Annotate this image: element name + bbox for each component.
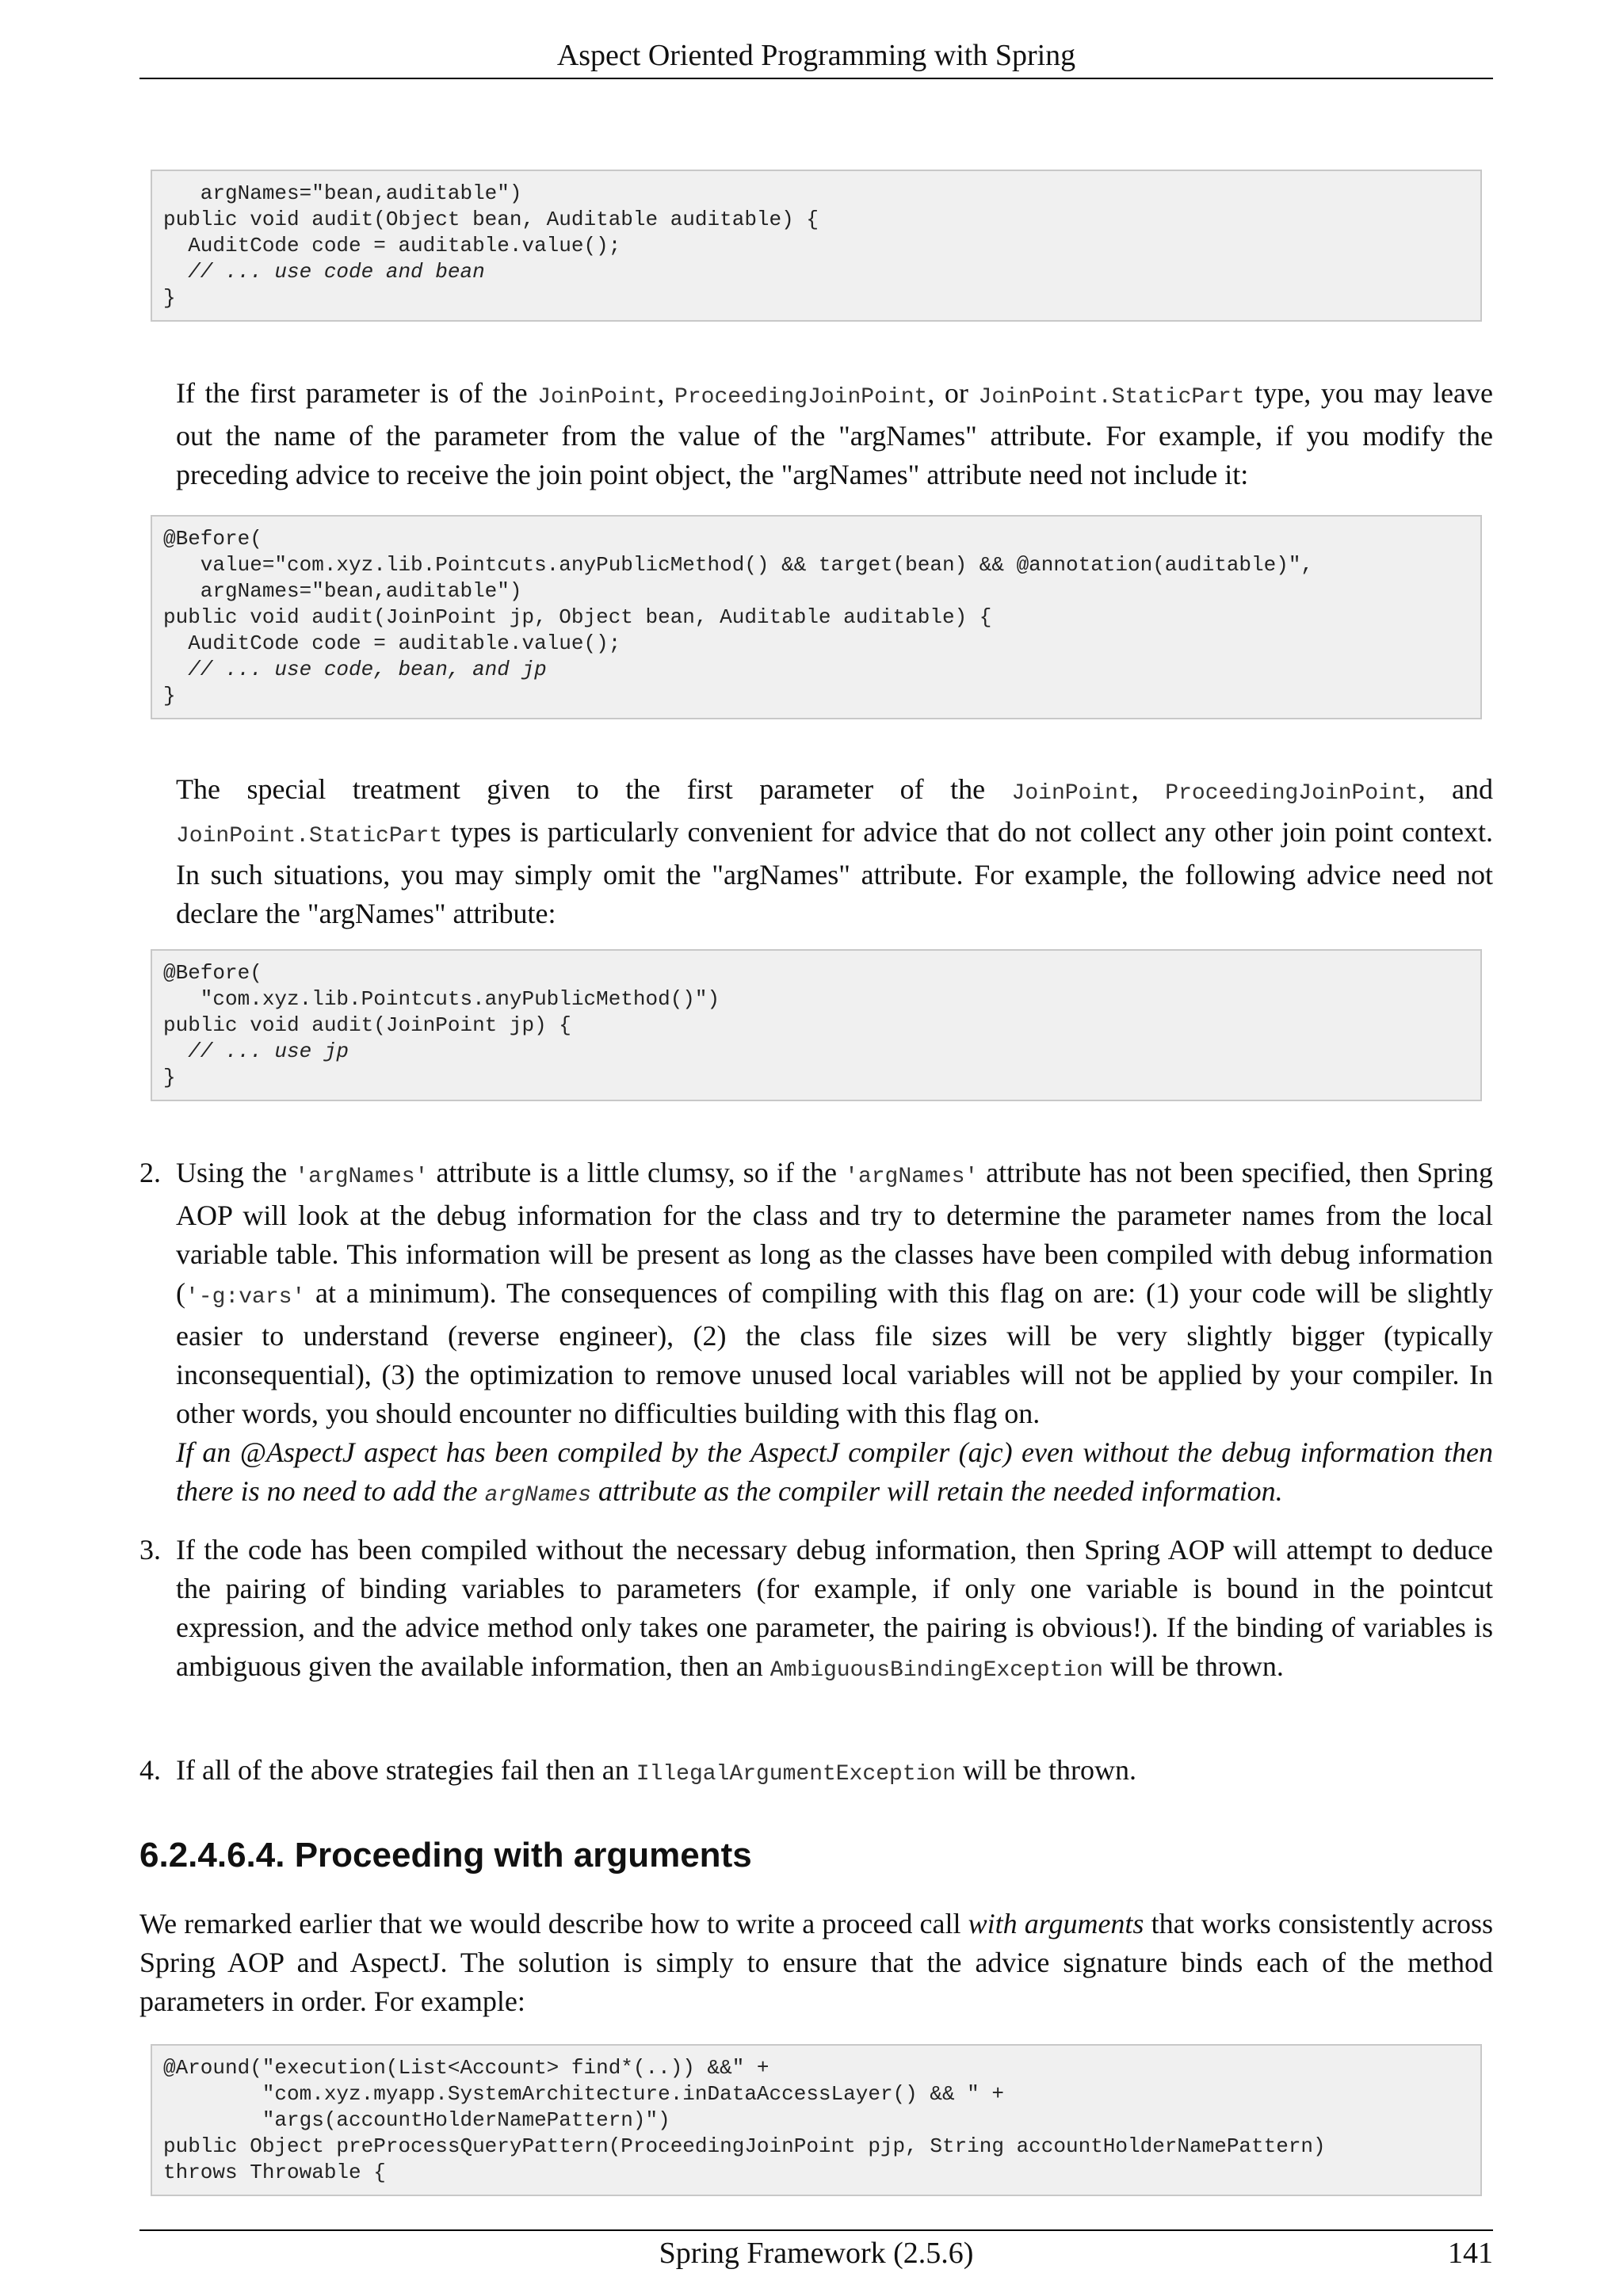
code-line: public Object preProcessQueryPattern(ProceedingJoinPoint pjp, String accountHolderNamePattern) <box>163 2134 1326 2158</box>
code-comment: // ... use jp <box>163 1039 349 1063</box>
code-block-around-preprocess <box>151 2044 1482 2196</box>
paragraph-proceed-with-arguments: We remarked earlier that we would describe how to write a proceed call with arguments that works consistently across Spring AOP and AspectJ. The solution is simply to ensure that the advice signature binds each of the method parameters in order. For example: <box>139 1908 1493 2017</box>
code-line: @Before( <box>163 527 262 551</box>
code-line: @Before( <box>163 961 262 985</box>
list-item-number: 2. <box>139 1157 161 1188</box>
page-number: 141 <box>1448 2237 1493 2270</box>
footer-divider <box>139 2229 1493 2231</box>
code-line: } <box>163 684 176 707</box>
code-line: throws Throwable { <box>163 2161 386 2184</box>
code-line: public void audit(JoinPoint jp) { <box>163 1013 571 1037</box>
code-block-before-joinpoint <box>151 515 1482 719</box>
running-header: Aspect Oriented Programming with Spring <box>139 35 1493 79</box>
code-line: @Around("execution(List<Account> find*(..)) &&" + <box>163 2056 769 2080</box>
code-line: public void audit(JoinPoint jp, Object bean, Auditable auditable) { <box>163 605 992 629</box>
code-line: "com.xyz.lib.Pointcuts.anyPublicMethod()") <box>163 987 720 1011</box>
code-comment: // ... use code, bean, and jp <box>163 658 547 681</box>
code-line: argNames="bean,auditable") <box>163 579 522 603</box>
list-item-argnames-clumsy: Using the 'argNames' attribute is a little clumsy, so if the 'argNames' attribute has not been specified, then Spring AOP will look at the debug information for the class and try to determine the parameter names from the local variable table. This information will be present as long as the classes have been compiled with debug information ('-g:vars' at a minimum). The consequences of compiling with this flag on are: (1) your code will be slightly easier to understand (reverse engineer), (2) the class file sizes will be very slightly bigger (typically inconsequential), (3) the optimization to remove unused local variables will not be applied by your compiler. In other words, you should encounter no difficulties building with this flag on. If an @AspectJ aspect has been compiled by the AspectJ compiler (ajc) even without the debug information then there is no need to add the argNames attribute as the compiler will retain the needed information. <box>176 1157 1493 1508</box>
paragraph-special-treatment: The special treatment given to the first parameter of the JoinPoint, ProceedingJoinPoint, and JoinPoint.StaticPart types is particularly convenient for advice that do not collect any other join point context. In such situations, you may simply omit the "argNames" attribute. For example, the following advice need not declare the "argNames" attribute: <box>176 773 1494 929</box>
code-line: } <box>163 1066 176 1089</box>
code-line: value="com.xyz.lib.Pointcuts.anyPublicMethod() && target(bean) && @annotation(auditable)", <box>163 553 1314 577</box>
section-heading: 6.2.4.6.4. Proceeding with arguments <box>139 1836 752 1875</box>
code-block-before-simple <box>151 949 1482 1101</box>
code-line: AuditCode code = auditable.value(); <box>163 631 621 655</box>
list-item-strategies-fail: If all of the above strategies fail then an IllegalArgumentException will be thrown. <box>176 1754 1137 1787</box>
list-item-number: 4. <box>139 1754 161 1786</box>
code-line: "com.xyz.myapp.SystemArchitecture.inDataAccessLayer() && " + <box>163 2082 1004 2106</box>
code-line: AuditCode code = auditable.value(); <box>163 234 621 257</box>
code-line: argNames="bean,auditable") <box>163 181 522 205</box>
paragraph-first-parameter: If the first parameter is of the JoinPoint, ProceedingJoinPoint, or JoinPoint.StaticPart type, you may leave out the name of the parameter from the value of the "argNames" attribute. For example, if you modify the preceding advice to receive the join point object, the "argNames" attribute need not include it: <box>176 377 1493 490</box>
code-block-audit-fragment <box>151 170 1482 322</box>
code-comment: // ... use code and bean <box>163 260 485 284</box>
footer-title: Spring Framework (2.5.6) <box>659 2237 974 2270</box>
code-line: public void audit(Object bean, Auditable auditable) { <box>163 208 819 231</box>
list-item-no-debug-info: If the code has been compiled without the necessary debug information, then Spring AOP will attempt to deduce the pairing of binding variables to parameters (for example, if only one variable is bound in the pointcut expression, and the advice method only takes one parameter, the pairing is obvious!). If the binding of variables is ambiguous given the available information, then an AmbiguousBindingException will be thrown. <box>176 1534 1493 1683</box>
code-line: "args(accountHolderNamePattern)") <box>163 2108 670 2132</box>
code-line: } <box>163 286 176 310</box>
list-item-number: 3. <box>139 1534 161 1566</box>
